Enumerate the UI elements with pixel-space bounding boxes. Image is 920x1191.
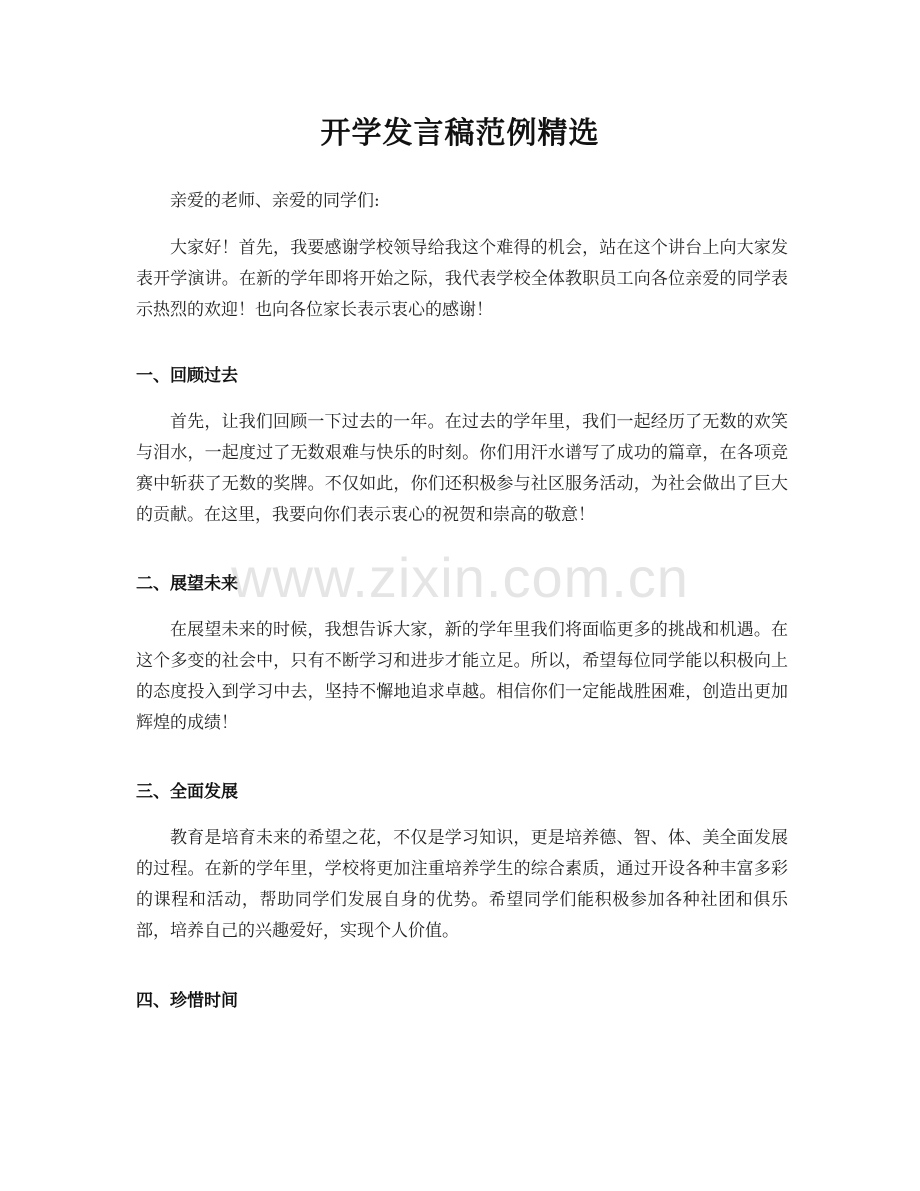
section-heading-development: 三、全面发展 — [136, 782, 238, 802]
section-body-future: 在展望未来的时候，我想告诉大家，新的学年里我们将面临更多的挑战和机遇。在这个多变的社会中，只有不断学习和进步才能立足。所以，希望每位同学能以积极向上的态度投入到学习中去，坚持不懈地追求卓越。相信你们一定能战胜困难，创造出更加辉煌的成绩！ — [136, 620, 788, 733]
watermark: www.zixin.com.cn — [231, 546, 689, 609]
document-title: 开学发言稿范例精选 — [320, 116, 600, 151]
section-body-development: 教育是培育未来的希望之花，不仅是学习知识，更是培养德、智、体、美全面发展的过程。在新的学年里，学校将更加注重培养学生的综合素质，通过开设各种丰富多彩的课程和活动，帮助同学们发展自身的优势。希望同学们能积极参加各种社团和俱乐部，培养自己的兴趣爱好，实现个人价值。 — [136, 828, 788, 941]
section-heading-future: 二、展望未来 — [136, 574, 238, 594]
section-body-review: 首先，让我们回顾一下过去的一年。在过去的学年里，我们一起经历了无数的欢笑与泪水，一起度过了无数艰难与快乐的时刻。你们用汗水谱写了成功的篇章，在各项竞赛中斩获了无数的奖牌。不仅如此，你们还积极参与社区服务活动，为社会做出了巨大的贡献。在这里，我要向你们表示衷心的祝贺和崇高的敬意！ — [136, 412, 788, 525]
section-heading-time: 四、珍惜时间 — [136, 991, 238, 1011]
section-heading-review: 一、回顾过去 — [136, 366, 238, 386]
intro-paragraph: 大家好！首先，我要感谢学校领导给我这个难得的机会，站在这个讲台上向大家发表开学演讲。在新的学年即将开始之际，我代表学校全体教职员工向各位亲爱的同学表示热烈的欢迎！也向各位家长表示衷心的感谢！ — [136, 238, 788, 320]
salutation: 亲爱的老师、亲爱的同学们: — [170, 191, 380, 211]
